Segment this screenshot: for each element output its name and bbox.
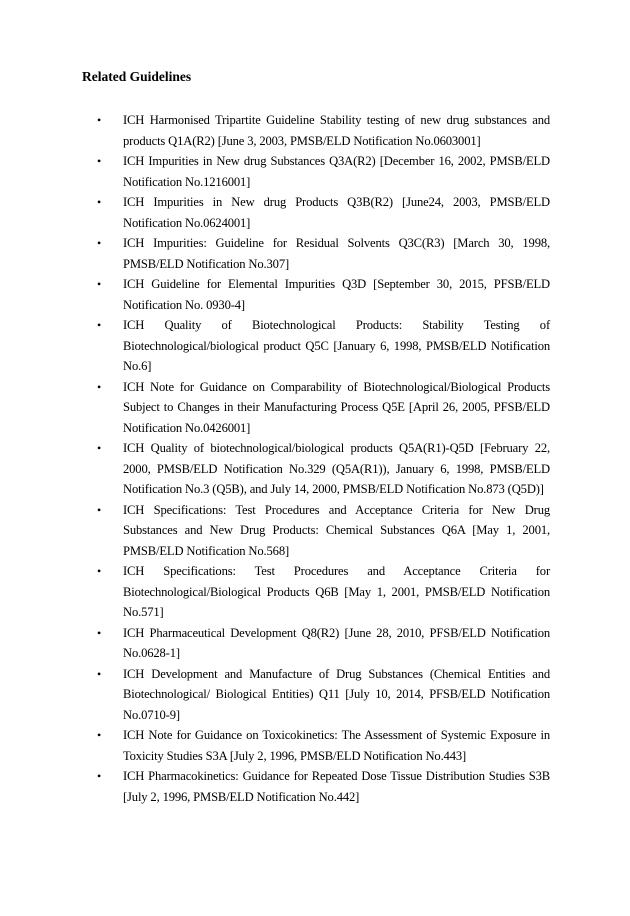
bullet-icon: • [97,318,102,332]
guideline-text-line: ICH Note for Guidance on Comparability of Biotechnological/Biological Products [123,379,550,394]
guideline-text-line: Notification No.0624001] [123,215,251,230]
guideline-text-line: No.0628-1] [123,646,180,660]
guideline-list-item [97,315,550,377]
guideline-text-line: Notification No.1216001] [123,174,251,189]
guideline-list-item [97,561,550,623]
guideline-list-item [97,725,550,766]
guideline-text-line: Notification No.3 (Q5B), and July 14, 2000, PMSB/ELD Notification No.873 (Q5D)] [123,482,544,496]
guideline-text-line: Subject to Changes in their Manufacturing Process Q5E [April 26, 2005, PFSB/ELD [123,400,550,414]
bullet-icon: • [97,441,102,455]
guideline-list [97,110,550,807]
guideline-text-line: ICH Specifications: Test Procedures and Acceptance Criteria for [123,564,550,578]
section-heading: Related Guidelines [82,69,192,84]
guideline-text-line: No.571] [123,605,164,619]
bullet-icon: • [97,113,102,127]
guideline-text-line: Substances and New Drug Products: Chemical Substances Q6A [May 1, 2001, [123,523,550,537]
guideline-text-line: Biotechnological/biological product Q5C [January 6, 1998, PMSB/ELD Notification [123,338,550,353]
guideline-text-line: ICH Quality of Biotechnological Products: Stability Testing of [123,318,550,332]
guideline-text-line: ICH Pharmaceutical Development Q8(R2) [June 28, 2010, PFSB/ELD Notification [123,625,550,640]
guideline-text-line: No.0710-9] [123,707,180,722]
guideline-text-line: ICH Harmonised Tripartite Guideline Stability testing of new drug substances and [123,113,550,127]
guideline-text-line: ICH Guideline for Elemental Impurities Q3D [September 30, 2015, PFSB/ELD [123,277,550,291]
bullet-icon: • [97,277,102,291]
bullet-icon: • [97,564,102,578]
guideline-text-line: [July 2, 1996, PMSB/ELD Notification No.442] [123,789,360,804]
guideline-text-line: ICH Impurities in New drug Products Q3B(R2) [June24, 2003, PMSB/ELD [123,195,550,209]
guideline-list-item [97,274,550,315]
bullet-icon: • [97,625,102,640]
bullet-icon: • [97,195,102,209]
bullet-icon: • [97,236,102,250]
bullet-icon: • [97,154,102,168]
guideline-text-line: ICH Specifications: Test Procedures and Acceptance Criteria for New Drug [123,502,550,517]
guideline-text-line: ICH Impurities: Guideline for Residual Solvents Q3C(R3) [March 30, 1998, [123,236,550,250]
guideline-list-item [97,766,550,807]
guideline-text-line: Notification No. 0930-4] [123,297,245,312]
guideline-text-line: ICH Quality of biotechnological/biological products Q5A(R1)-Q5D [February 22, [123,441,550,455]
guideline-list-item [97,151,550,192]
bullet-icon: • [97,502,102,517]
guideline-text-line: No.6] [123,359,152,373]
guideline-text-line: 2000, PMSB/ELD Notification No.329 (Q5A(R1)), January 6, 1998, PMSB/ELD [123,461,550,476]
guideline-text-line: ICH Note for Guidance on Toxicokinetics: The Assessment of Systemic Exposure in [123,728,550,742]
bullet-icon: • [97,666,102,681]
guideline-list-item [97,500,550,562]
guideline-text-line: Toxicity Studies S3A [July 2, 1996, PMSB/ELD Notification No.443] [123,748,467,763]
bullet-icon: • [97,728,102,742]
guideline-list-item [97,377,550,439]
guideline-text-line: ICH Impurities in New drug Substances Q3A(R2) [December 16, 2002, PMSB/ELD [123,154,550,168]
guideline-text-line: Biotechnological/ Biological Entities) Q11 [July 10, 2014, PFSB/ELD Notification [123,687,550,701]
guideline-list-item [97,110,550,151]
guideline-list-item [97,233,550,274]
guideline-text-line: ICH Development and Manufacture of Drug Substances (Chemical Entities and [123,666,550,681]
guideline-text-line: Notification No.0426001] [123,420,251,435]
guideline-text-line: ICH Pharmacokinetics: Guidance for Repeated Dose Tissue Distribution Studies S3B [123,769,550,783]
guideline-list-item [97,623,550,664]
guideline-list-item [97,438,550,500]
guideline-text-line: products Q1A(R2) [June 3, 2003, PMSB/ELD Notification No.0603001] [123,133,481,148]
guideline-text-line: PMSB/ELD Notification No.568] [123,543,290,558]
bullet-icon: • [97,379,102,394]
guideline-text-line: PMSB/ELD Notification No.307] [123,256,290,271]
guideline-list-item [97,192,550,233]
guideline-text-line: Biotechnological/Biological Products Q6B [May 1, 2001, PMSB/ELD Notification [123,584,550,599]
bullet-icon: • [97,769,102,783]
guideline-list-item [97,664,550,726]
